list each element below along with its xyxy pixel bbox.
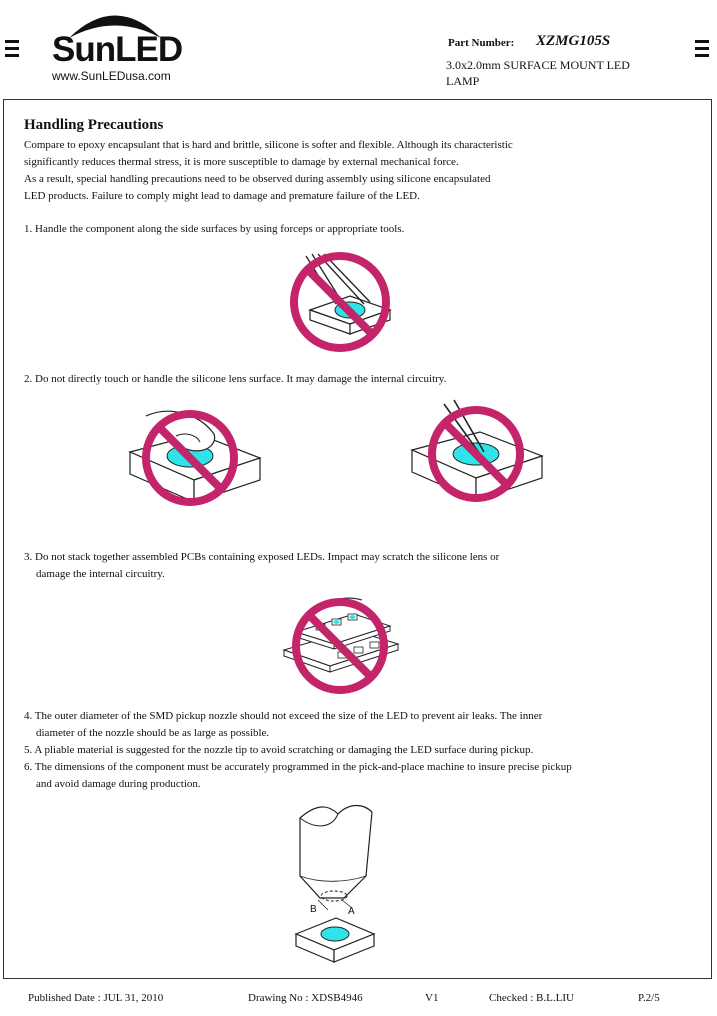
part-description-line1: 3.0x2.0mm SURFACE MOUNT LED (446, 58, 630, 72)
version: V1 (425, 992, 439, 1004)
company-url[interactable]: www.SunLEDusa.com (52, 69, 171, 83)
nozzle-label-b: B (310, 904, 317, 915)
figure-finger-prohibited (128, 404, 263, 516)
checked-by: Checked : B.L.LIU (489, 992, 574, 1004)
precaution-item-3-line2: damage the internal circuitry. (36, 568, 165, 580)
precaution-item-5: 5. A pliable material is suggested for the nozzle tip to avoid scratching or damaging the LED surface during pickup. (24, 744, 534, 756)
part-description-line2: LAMP (446, 74, 480, 88)
company-logo: SunLED (52, 30, 183, 69)
section-title: Handling Precautions (24, 117, 164, 133)
figure-forceps-prohibited (288, 252, 398, 357)
nozzle-label-a: A (348, 906, 355, 917)
figure-stacked-pcb-prohibited (282, 592, 400, 697)
drawing-number: Drawing No : XDSB4946 (248, 992, 363, 1004)
precaution-item-4-line2: diameter of the nozzle should be as large as possible. (36, 727, 270, 739)
intro-line-3: As a result, special handling precautions need to be observed during assembly using silicone encapsulated (24, 173, 491, 185)
part-description (446, 57, 676, 89)
precaution-item-1: 1. Handle the component along the side surfaces by using forceps or appropriate tools. (24, 223, 405, 235)
intro-line-1: Compare to epoxy encapsulant that is hard and brittle, silicone is softer and flexible. Although its characteristic (24, 139, 513, 151)
precaution-item-4-line1: 4. The outer diameter of the SMD pickup nozzle should not exceed the size of the LED to prevent air leaks. The inner (24, 710, 543, 722)
precaution-item-3-line1: 3. Do not stack together assembled PCBs containing exposed LEDs. Impact may scratch the silicone lens or (24, 551, 500, 563)
intro-line-2: significantly reduces thermal stress, it is more susceptible to damage by external mechanical force. (24, 156, 459, 168)
part-number-label: Part Number: (448, 37, 515, 49)
figure-pickup-nozzle (292, 800, 378, 968)
menu-icon-right[interactable] (695, 40, 709, 61)
precaution-item-2: 2. Do not directly touch or handle the silicone lens surface. It may damage the internal circuitry. (24, 373, 447, 385)
published-date: Published Date : JUL 31, 2010 (28, 992, 164, 1004)
intro-line-4: LED products. Failure to comply might lead to damage and premature failure of the LED. (24, 190, 420, 202)
part-number: XZMG105S (536, 33, 611, 49)
page-number: P.2/5 (638, 992, 660, 1004)
figure-tool-prohibited (410, 398, 545, 510)
menu-icon-left[interactable] (5, 40, 19, 61)
precaution-item-6-line1: 6. The dimensions of the component must be accurately programmed in the pick-and-place machine to insure precise pickup (24, 761, 572, 773)
precaution-item-6-line2: and avoid damage during production. (36, 778, 201, 790)
